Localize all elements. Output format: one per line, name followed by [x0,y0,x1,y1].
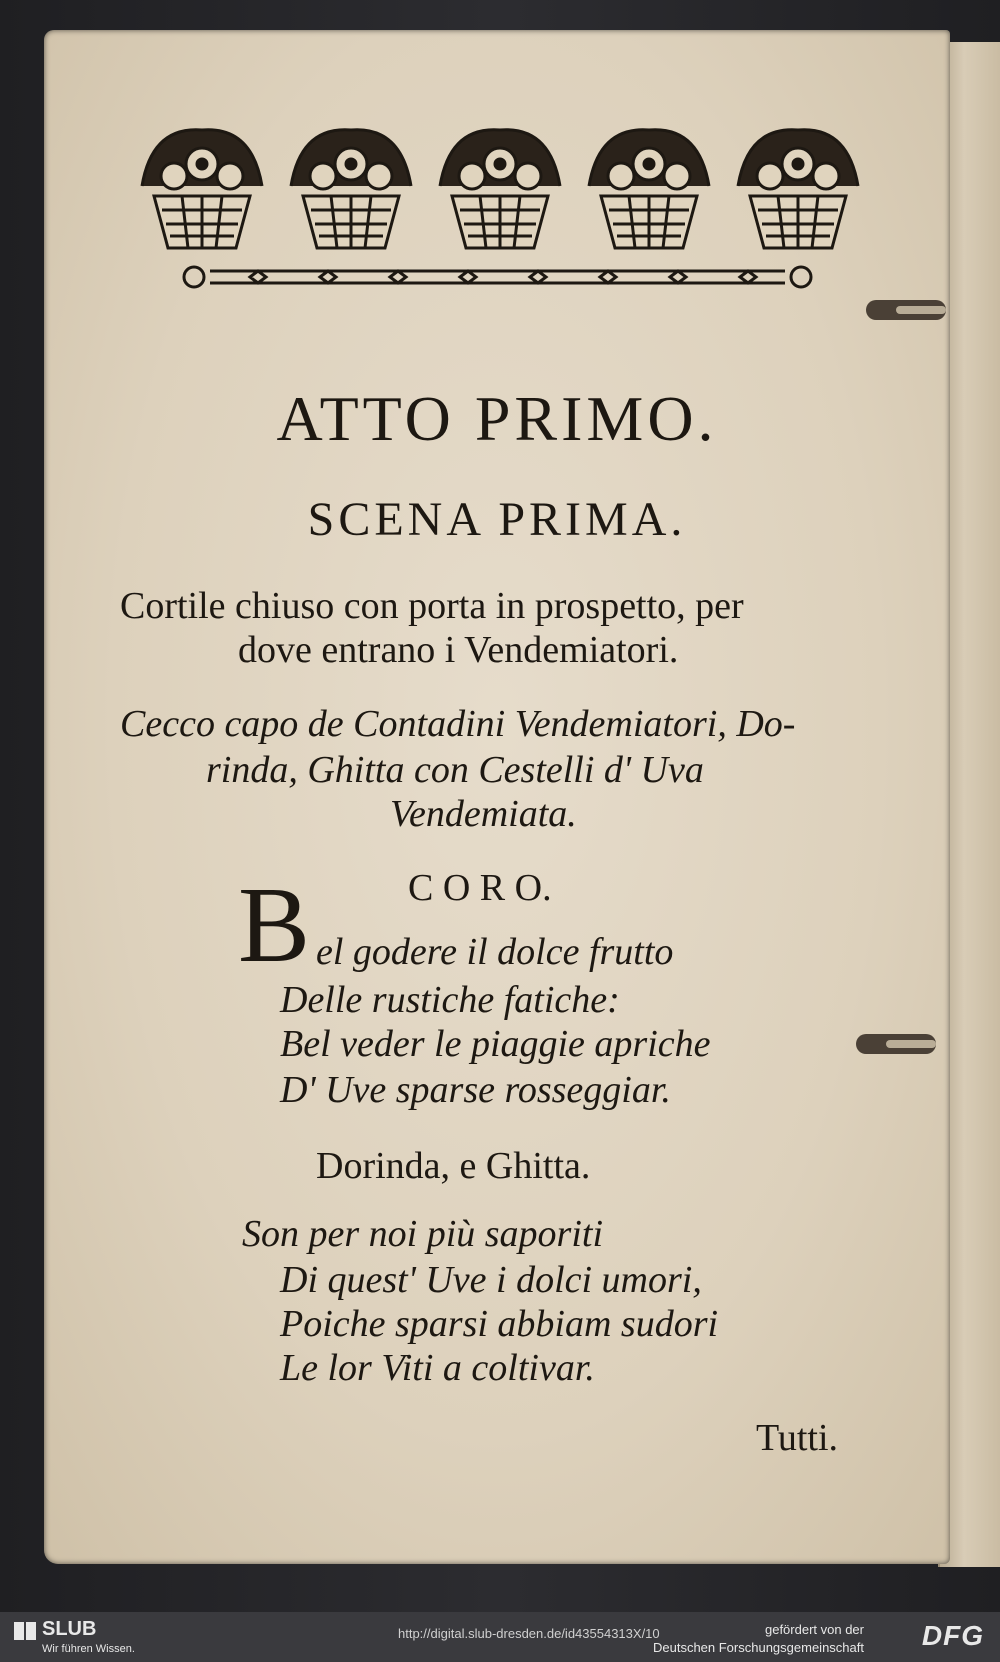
duet-line-2: Di quest' Uve i dolci umori, [280,1259,702,1301]
viewer-footer [0,1612,1000,1662]
drop-cap: B [238,866,311,985]
slub-logo-icon[interactable] [12,1620,38,1642]
slub-tagline: Wir führen Wissen. [42,1643,135,1655]
duet-line-4: Le lor Viti a coltivar. [280,1347,595,1389]
characters-line-3: Vendemiata. [390,793,577,835]
flower-basket-icon [430,116,570,256]
characters-line-2: rinda, Ghitta con Cestelli d' Uva [206,749,704,791]
scene-title: SCENA PRIMA. [307,493,687,546]
funding-note-line-1: gefördert von der [764,1622,864,1637]
flower-basket-icon [132,116,272,256]
chorus-heading: C O R O. [408,867,552,909]
duet-line-1: Son per noi più saporiti [242,1213,604,1255]
dfg-logo[interactable]: DFG [921,1620,984,1651]
stage-direction-line-1: Cortile chiuso con porta in prospetto, per [120,585,744,627]
chorus-line-3: Bel veder le piaggie apriche [280,1023,711,1065]
slub-brand[interactable]: SLUB [42,1618,97,1640]
chorus-line-2: Delle rustiche fatiche: [280,979,620,1021]
act-title: ATTO PRIMO. [276,383,718,454]
stage-direction-line-2: dove entrano i Vendemiatori. [238,629,679,671]
chorus-line-4: D' Uve sparse rosseggiar. [280,1069,671,1111]
binding-thread-top [866,300,946,320]
flower-basket-icon [728,116,868,256]
funding-note-line-2: Deutschen Forschungsgemeinschaft [652,1640,864,1655]
catchword: Tutti. [756,1417,839,1459]
flower-basket-icon [281,116,421,256]
flower-basket-icon [579,116,719,256]
chorus-line-1: el godere il dolce frutto [316,931,674,973]
permalink-url[interactable]: http://digital.slub-dresden.de/id43554313X/10 [398,1626,660,1641]
ornament-baskets [132,116,868,256]
characters-line-1: Cecco capo de Contadini Vendemiatori, Do- [120,703,796,745]
duet-heading: Dorinda, e Ghitta. [316,1145,591,1187]
ornamental-rule [180,262,815,292]
binding-thread-bottom [856,1034,936,1054]
duet-line-3: Poiche sparsi abbiam sudori [280,1303,719,1345]
